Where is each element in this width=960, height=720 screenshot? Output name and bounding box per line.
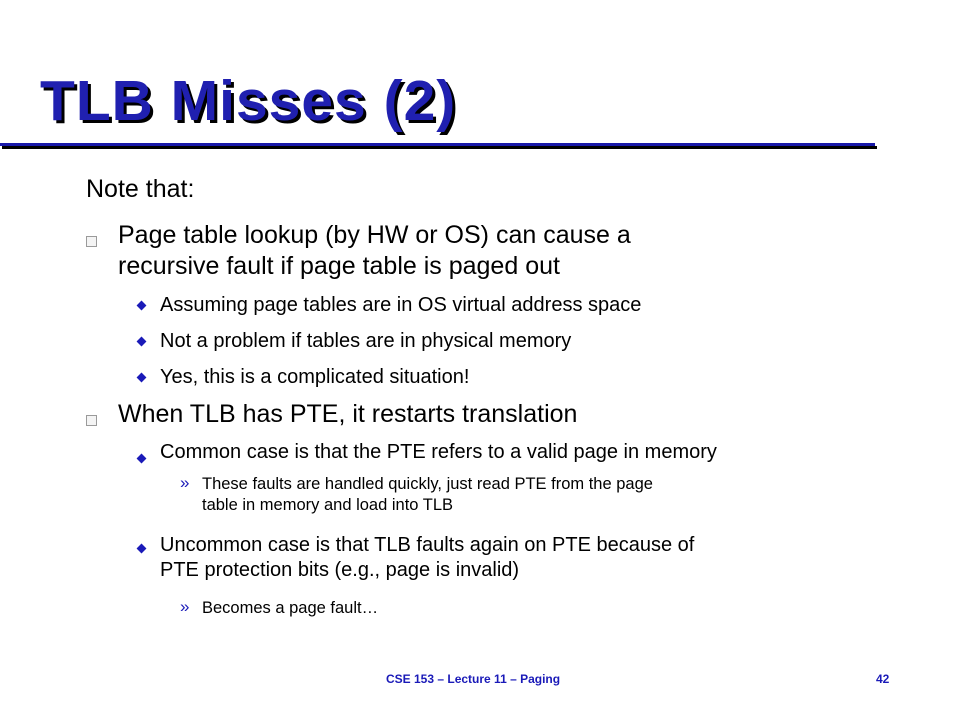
diamond-bullet-icon (137, 337, 147, 347)
point-2-sub-1: Common case is that the PTE refers to a valid page in memory (160, 441, 717, 463)
point-2-line-1: When TLB has PTE, it restarts translation (118, 400, 578, 428)
point-1-line-2: recursive fault if page table is paged out (118, 252, 560, 280)
point-1-sub-3: Yes, this is a complicated situation! (160, 366, 470, 388)
point-2-sub-1-detail-line-1: These faults are handled quickly, just read PTE from the page (202, 475, 653, 493)
title-underline (0, 143, 875, 146)
square-bullet-icon (86, 415, 97, 426)
point-1-sub-2: Not a problem if tables are in physical memory (160, 330, 572, 352)
point-2-sub-2-detail-line-1: Becomes a page fault… (202, 599, 379, 617)
footer-course: CSE 153 – Lecture 11 – Paging (386, 672, 561, 686)
point-2-sub-1-detail-line-2: table in memory and load into TLB (202, 496, 454, 514)
detail-marker: » (180, 473, 190, 492)
intro-text: Note that: (86, 175, 195, 203)
footer-page-number: 42 (876, 672, 890, 686)
diamond-bullet-icon (137, 454, 147, 464)
slide-title: TLB Misses (2) (40, 69, 457, 133)
diamond-bullet-icon (137, 544, 147, 554)
diamond-bullet-icon (137, 373, 147, 383)
point-2-sub-2-line-1: Uncommon case is that TLB faults again on PTE because of (160, 534, 695, 556)
point-2-sub-2-line-2: PTE protection bits (e.g., page is invalid) (160, 559, 520, 581)
square-bullet-icon (86, 236, 97, 247)
point-1-line-1: Page table lookup (by HW or OS) can cause a (118, 221, 631, 249)
point-1-sub-1: Assuming page tables are in OS virtual address space (160, 294, 642, 316)
diamond-bullet-icon (137, 301, 147, 311)
detail-marker: » (180, 597, 190, 616)
